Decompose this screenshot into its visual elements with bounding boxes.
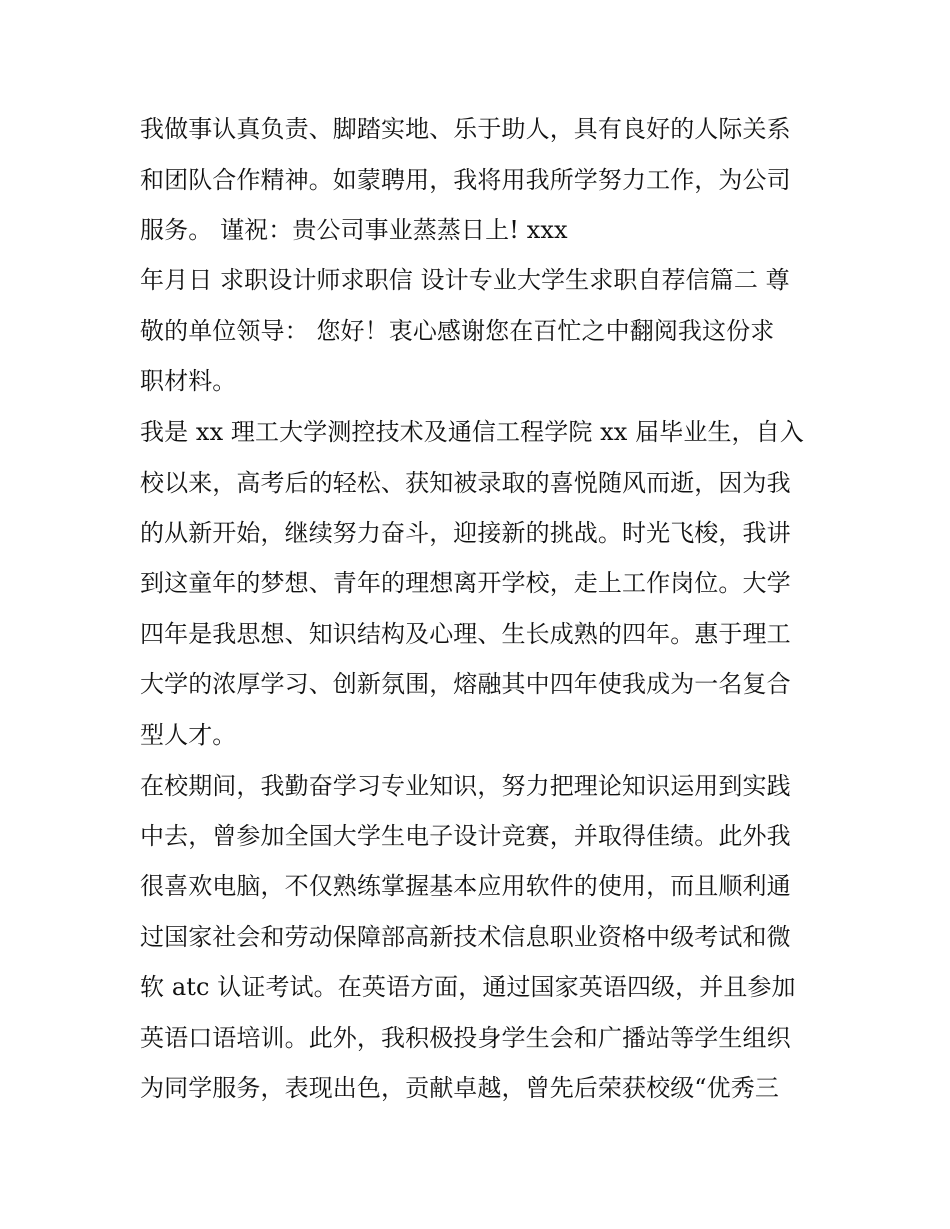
text-line: 型人才。: [140, 721, 237, 749]
text-line: 我是 xx 理工大学测控技术及通信工程学院 xx 届毕业生，自入: [140, 418, 804, 446]
text-line: 年月日 求职设计师求职信 设计专业大学生求职自荐信篇二 尊: [140, 266, 790, 294]
text-line: 过国家社会和劳动保障部高新技术信息职业资格中级考试和微: [140, 923, 791, 951]
text-line: 我做事认真负责、脚踏实地、乐于助人，具有良好的人际关系: [140, 115, 791, 143]
text-line: 为同学服务，表现出色，贡献卓越，曾先后荣获校级“优秀三: [140, 1074, 779, 1102]
text-line: 校以来，高考后的轻松、获知被录取的喜悦随风而逝，因为我: [140, 469, 791, 497]
text-line: 四年是我思想、知识结构及心理、生长成熟的四年。惠于理工: [140, 620, 791, 648]
text-line: 英语口语培训。此外，我积极投身学生会和广播站等学生组织: [140, 1024, 791, 1052]
text-line: 职材料。: [140, 367, 237, 395]
text-line: 软 atc 认证考试。在英语方面，通过国家英语四级，并且参加: [140, 973, 796, 1001]
text-line: 的从新开始，继续努力奋斗，迎接新的挑战。时光飞梭，我讲: [140, 519, 791, 547]
text-line: 很喜欢电脑，不仅熟练掌握基本应用软件的使用，而且顺利通: [140, 872, 791, 900]
text-line: 中去，曾参加全国大学生电子设计竞赛，并取得佳绩。此外我: [140, 822, 791, 850]
text-line: 和团队合作精神。如蒙聘用，我将用我所学努力工作，为公司: [140, 166, 791, 194]
text-line: 到这童年的梦想、青年的理想离开学校，走上工作岗位。大学: [140, 569, 791, 597]
text-line: 服务。 谨祝：贵公司事业蒸蒸日上! xxx: [140, 216, 568, 244]
text-line: 大学的浓厚学习、创新氛围，熔融其中四年使我成为一名复合: [140, 670, 791, 698]
text-line: 在校期间，我勤奋学习专业知识，努力把理论知识运用到实践: [140, 772, 791, 800]
text-line: 敬的单位领导： 您好！衷心感谢您在百忙之中翻阅我这份求: [140, 317, 775, 345]
